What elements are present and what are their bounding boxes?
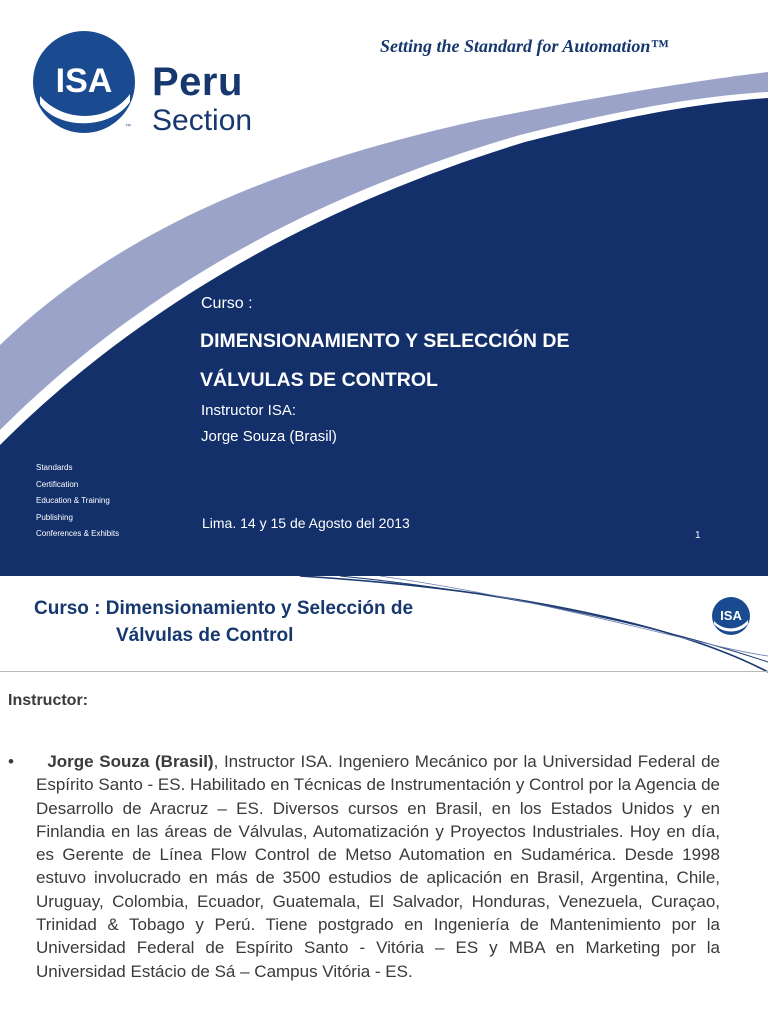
side-link-publishing: Publishing	[36, 512, 73, 522]
isa-logo-small	[711, 596, 751, 636]
header-divider	[0, 671, 768, 672]
isa-logo-text: ISA	[55, 62, 113, 100]
curso-label: Curso :	[201, 295, 253, 312]
side-link-certification: Certification	[36, 479, 79, 489]
course-date: Lima. 14 y 15 de Agosto del 2013	[202, 515, 410, 531]
bio-text: , Instructor ISA. Ingeniero Mecánico por la Universidad Federal de Espírito Santo - ES. Habilitado en Técnicas de Instrumentación y Control por la Agencia de Desarrollo de Aracruz – ES. Diversos cursos en Brasil, en los Estados Unidos y en Finlandia en las áreas de Válvulas, Automatización y Proyectos Industriales. Hoy en día, es Gerente de Línea Flow Control de Metso Automation en Sudamérica. Desde 1998 estuvo involucrado en más de 3500 estudios de aplicación en Brasil, Argentina, Chile, Uruguay, Colombia, Ecuador, Guatemala, El Salvador, Honduras, Venezuela, Curaçao, Trinidad & Tobago y Perú. Tiene postgrado en Ingeniería de Mantenimiento por la Universidad Federal de Espírito Santo - Vitória – ES y MBA en Marketing por la Universidad Estácio de Sá – Campus Vitória - ES.	[36, 752, 720, 981]
instructor-name: Jorge Souza (Brasil)	[201, 428, 337, 445]
side-link-education: Education & Training	[36, 496, 110, 505]
tagline: Setting the Standard for Automation™	[380, 36, 669, 56]
bio-name: Jorge Souza (Brasil)	[47, 752, 214, 771]
slide2-title-line1: Curso : Dimensionamiento y Selección de	[34, 598, 414, 619]
course-title-line1: DIMENSIONAMIENTO Y SELECCIÓN DE	[200, 330, 570, 352]
instructor-bio	[36, 750, 720, 983]
side-link-standards: Standards	[36, 463, 73, 472]
instructor-label: Instructor ISA:	[201, 402, 297, 419]
svg-text:™: ™	[125, 124, 131, 130]
page-number: 1	[695, 530, 701, 541]
side-links	[36, 460, 119, 543]
org-name-section: Section	[152, 104, 253, 137]
isa-logo-small-text: ISA	[720, 608, 742, 623]
isa-logo	[32, 30, 136, 134]
instructor-heading: Instructor:	[8, 692, 88, 709]
org-name-peru: Peru	[152, 60, 243, 104]
bullet-marker: •	[8, 752, 14, 771]
side-link-conferences: Conferences & Exhibits	[36, 529, 120, 538]
course-title-line2: VÁLVULAS DE CONTROL	[200, 369, 438, 391]
instructor-slide	[0, 576, 768, 1024]
slide2-title-line2: Válvulas de Control	[116, 625, 294, 646]
